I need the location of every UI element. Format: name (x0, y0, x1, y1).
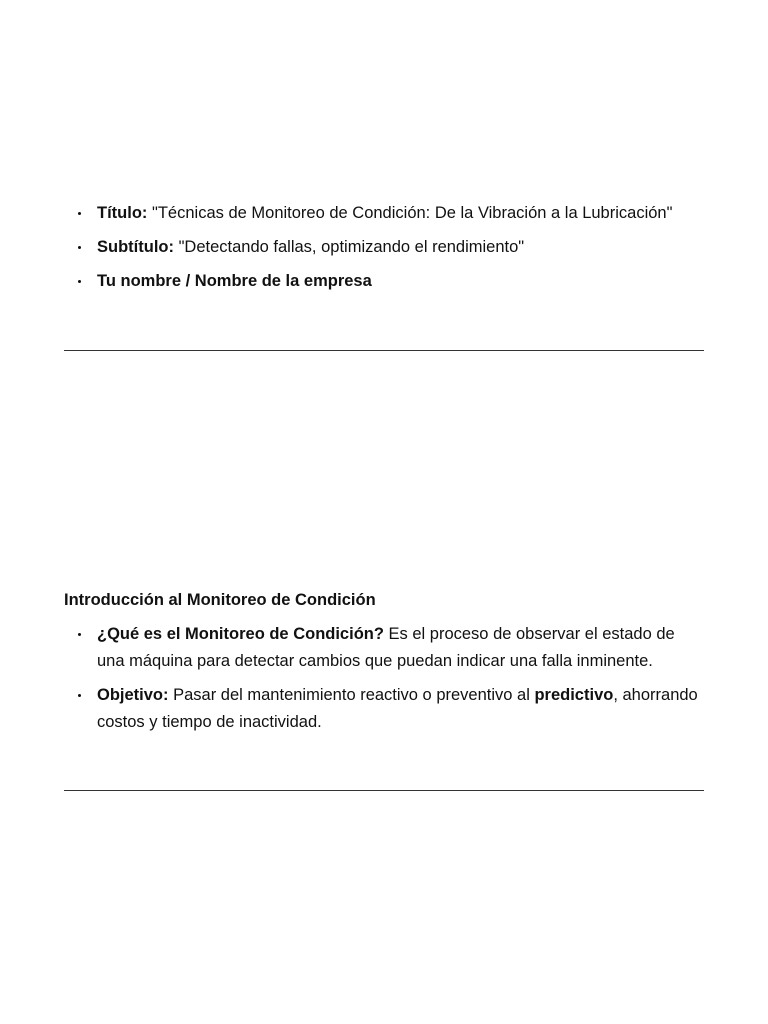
bullet-icon (78, 212, 81, 215)
list-item-definition (64, 621, 704, 675)
title-label: Título: (97, 204, 148, 222)
section-divider (64, 790, 704, 791)
intro-section (64, 587, 704, 743)
subtitle-label: Subtítulo: (97, 238, 174, 256)
section-divider (64, 350, 704, 351)
definition-label: ¿Qué es el Monitoreo de Condición? (97, 625, 384, 643)
list-item-title (64, 200, 704, 227)
definition-text: Es el proceso de observar el estado de una máquina para detectar cambios que puedan indicar una falla inminente. (97, 625, 675, 670)
title-text: "Técnicas de Monitoreo de Condición: De la Vibración a la Lubricación" (147, 204, 673, 222)
title-slide-section (64, 200, 704, 302)
section-heading: Introducción al Monitoreo de Condición (64, 591, 376, 609)
subtitle-text: "Detectando fallas, optimizando el rendimiento" (173, 238, 525, 256)
objective-label: Objetivo: (97, 686, 169, 704)
bullet-icon (78, 280, 81, 283)
list-item-objective (64, 682, 704, 736)
objective-text-before: Pasar del mantenimiento reactivo o preventivo al (168, 686, 535, 704)
author-label: Tu nombre / Nombre de la empresa (97, 272, 372, 290)
list-item-author (64, 268, 704, 295)
intro-list (64, 621, 704, 736)
title-slide-list (64, 200, 704, 295)
objective-text-after: , ahorrando costos y tiempo de inactividad. (97, 686, 698, 731)
bullet-icon (78, 246, 81, 249)
list-item-subtitle (64, 234, 704, 261)
objective-bold-word: predictivo (534, 686, 614, 704)
bullet-icon (78, 633, 81, 636)
bullet-icon (78, 694, 81, 697)
